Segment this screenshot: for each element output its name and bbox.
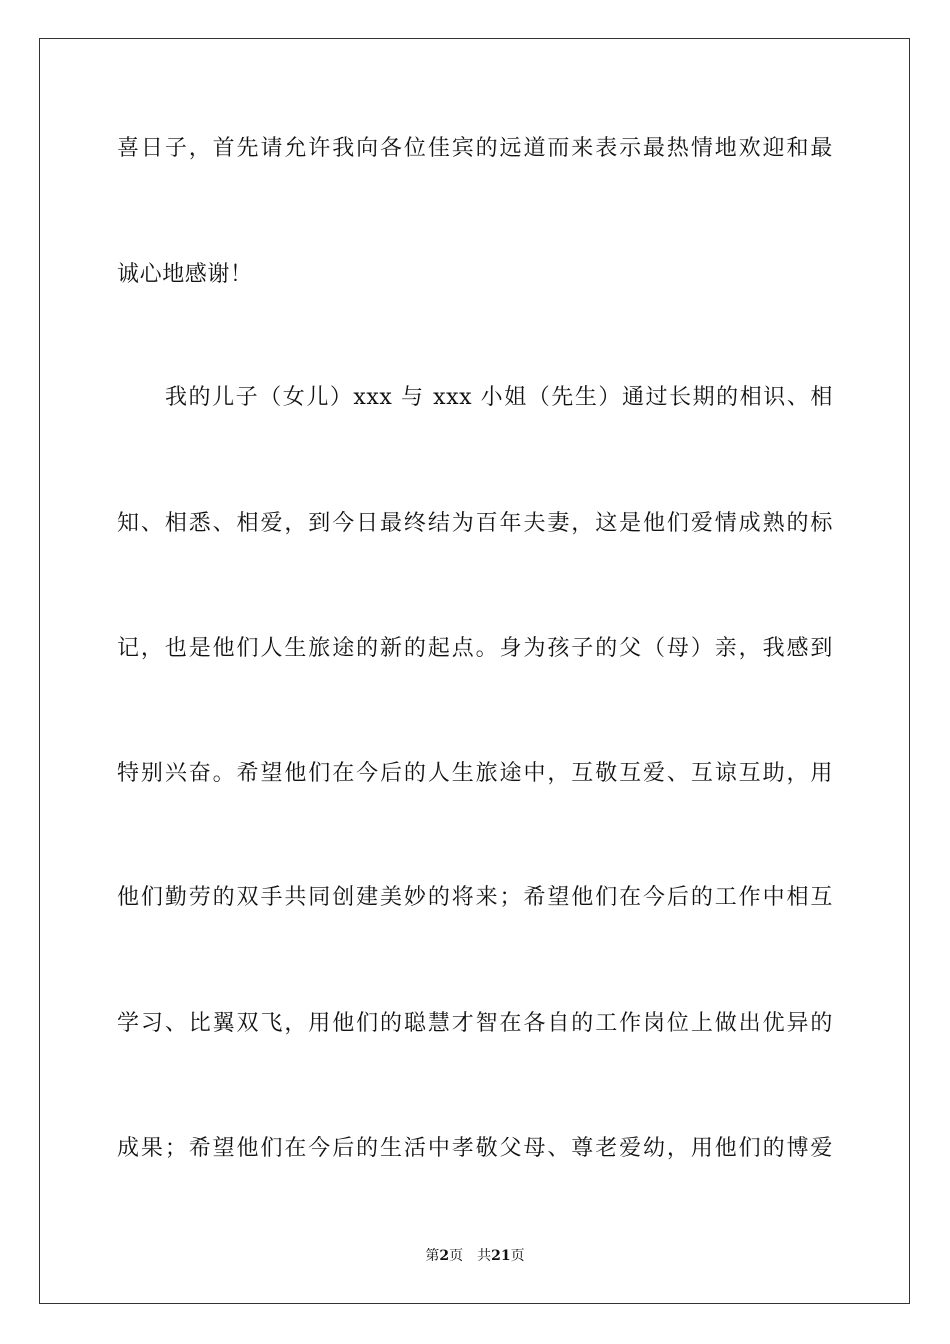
- page-border: [39, 38, 910, 1304]
- total-prefix: 共: [477, 1248, 492, 1264]
- paragraph-line: 记，也是他们人生旅途的新的起点。身为孩子的父（母）亲，我感到: [117, 636, 833, 661]
- paragraph-line: 特别兴奋。希望他们在今后的人生旅途中，互敬互爱、互谅互助，用: [117, 761, 833, 786]
- paragraph-line: 知、相悉、相爱，到今日最终结为百年夫妻，这是他们爱情成熟的标: [117, 511, 833, 536]
- paragraph-line: 成果；希望他们在今后的生活中孝敬父母、尊老爱幼，用他们的博爱: [117, 1136, 833, 1161]
- page-suffix: 页: [449, 1248, 464, 1264]
- paragraph-line: 学习、比翼双飞，用他们的聪慧才智在各自的工作岗位上做出优异的: [117, 1011, 833, 1036]
- paragraph-line: 诚心地感谢！: [117, 262, 253, 287]
- page-footer: [0, 1247, 950, 1265]
- page-number-label: [425, 1248, 463, 1264]
- total-pages-label: [477, 1248, 524, 1264]
- paragraph-line: 喜日子，首先请允许我向各位佳宾的远道而来表示最热情地欢迎和最: [117, 136, 833, 161]
- page-number: 2: [439, 1248, 450, 1264]
- page-prefix: 第: [425, 1248, 440, 1264]
- paragraph-line: 他们勤劳的双手共同创建美妙的将来；希望他们在今后的工作中相互: [117, 885, 833, 910]
- total-pages: 21: [491, 1248, 511, 1264]
- total-suffix: 页: [510, 1248, 525, 1264]
- paragraph-line: 我的儿子（女儿）xxx 与 xxx 小姐（先生）通过长期的相识、相: [165, 385, 833, 410]
